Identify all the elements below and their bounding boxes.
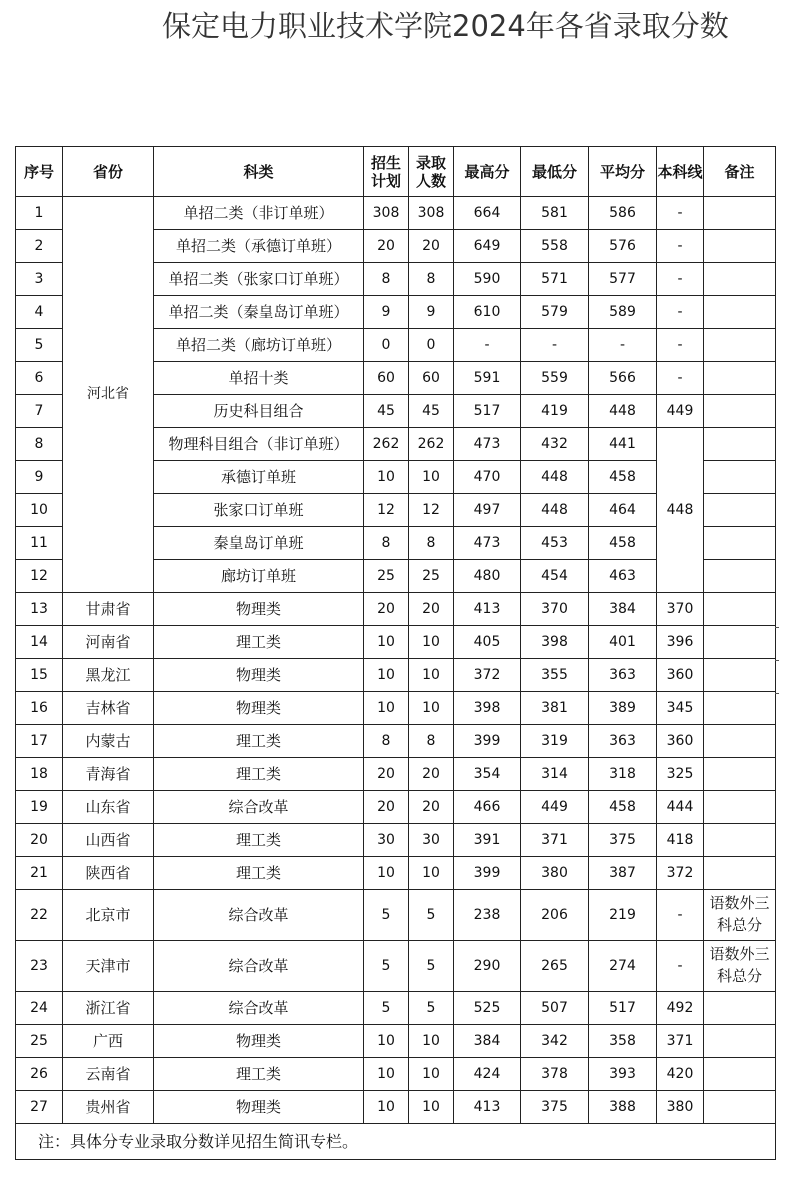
cell-province: 陕西省 — [63, 857, 154, 890]
cell-category: 单招二类（非订单班） — [154, 197, 364, 230]
cell-seq: 22 — [16, 890, 63, 941]
cell-remark — [704, 758, 776, 791]
cell-plan: 20 — [364, 593, 409, 626]
table-header-row — [16, 147, 776, 197]
cell-seq: 4 — [16, 296, 63, 329]
cell-remark — [704, 329, 776, 362]
cell-max-score: 399 — [454, 857, 521, 890]
cell-plan: 10 — [364, 692, 409, 725]
cell-remark — [704, 824, 776, 857]
cell-admitted: 10 — [409, 857, 454, 890]
header-avg-score: 平均分 — [589, 147, 657, 197]
cell-remark — [704, 527, 776, 560]
cell-seq: 8 — [16, 428, 63, 461]
cell-undergrad-line: 492 — [657, 992, 704, 1025]
cell-admitted: 10 — [409, 1091, 454, 1124]
cell-remark — [704, 791, 776, 824]
header-plan: 招生计划 — [364, 147, 409, 197]
cell-remark — [704, 659, 776, 692]
cell-remark — [704, 395, 776, 428]
cell-seq: 24 — [16, 992, 63, 1025]
cell-plan: 5 — [364, 992, 409, 1025]
cell-avg-score: 458 — [589, 527, 657, 560]
cell-max-score: 497 — [454, 494, 521, 527]
cell-undergrad-line: 370 — [657, 593, 704, 626]
cell-plan: 10 — [364, 857, 409, 890]
cell-undergrad-line: 448 — [657, 428, 704, 593]
cell-remark — [704, 857, 776, 890]
cell-min-score: 507 — [521, 992, 589, 1025]
table-note: 注：具体分专业录取分数详见招生简讯专栏。 — [16, 1124, 776, 1160]
cell-admitted: 10 — [409, 1058, 454, 1091]
cell-max-score: 413 — [454, 593, 521, 626]
cell-admitted: 10 — [409, 461, 454, 494]
cell-undergrad-line: 372 — [657, 857, 704, 890]
cell-undergrad-line: - — [657, 230, 704, 263]
cell-remark — [704, 461, 776, 494]
cell-province: 河南省 — [63, 626, 154, 659]
cell-max-score: 238 — [454, 890, 521, 941]
cell-category: 秦皇岛订单班 — [154, 527, 364, 560]
table-row — [16, 692, 776, 725]
cell-undergrad-line: - — [657, 263, 704, 296]
table-row — [16, 1091, 776, 1124]
header-province: 省份 — [63, 147, 154, 197]
edge-tick — [775, 660, 779, 661]
cell-avg-score: 464 — [589, 494, 657, 527]
page-title: 保定电力职业技术学院2024年各省录取分数 — [162, 9, 729, 43]
cell-province: 吉林省 — [63, 692, 154, 725]
cell-avg-score: 448 — [589, 395, 657, 428]
cell-seq: 15 — [16, 659, 63, 692]
cell-admitted: 5 — [409, 941, 454, 992]
cell-undergrad-line: 418 — [657, 824, 704, 857]
cell-min-score: 381 — [521, 692, 589, 725]
cell-min-score: 375 — [521, 1091, 589, 1124]
cell-remark — [704, 626, 776, 659]
cell-admitted: 8 — [409, 725, 454, 758]
cell-min-score: 380 — [521, 857, 589, 890]
cell-max-score: 473 — [454, 527, 521, 560]
table-note-row — [16, 1124, 776, 1160]
cell-admitted: 10 — [409, 659, 454, 692]
cell-admitted: 0 — [409, 329, 454, 362]
cell-plan: 8 — [364, 527, 409, 560]
cell-undergrad-line: 371 — [657, 1025, 704, 1058]
cell-remark: 语数外三科总分 — [704, 890, 776, 941]
cell-category: 理工类 — [154, 626, 364, 659]
cell-province: 北京市 — [63, 890, 154, 941]
cell-min-score: 453 — [521, 527, 589, 560]
cell-undergrad-line: 345 — [657, 692, 704, 725]
cell-seq: 5 — [16, 329, 63, 362]
cell-category: 单招二类（秦皇岛订单班） — [154, 296, 364, 329]
cell-seq: 9 — [16, 461, 63, 494]
cell-undergrad-line: - — [657, 941, 704, 992]
cell-undergrad-line: 360 — [657, 725, 704, 758]
cell-admitted: 20 — [409, 593, 454, 626]
cell-min-score: 432 — [521, 428, 589, 461]
cell-seq: 11 — [16, 527, 63, 560]
cell-undergrad-line: - — [657, 329, 704, 362]
cell-category: 物理科目组合（非订单班） — [154, 428, 364, 461]
cell-max-score: 372 — [454, 659, 521, 692]
cell-remark — [704, 428, 776, 461]
cell-undergrad-line: - — [657, 890, 704, 941]
cell-seq: 23 — [16, 941, 63, 992]
cell-avg-score: 358 — [589, 1025, 657, 1058]
cell-plan: 10 — [364, 1091, 409, 1124]
cell-min-score: 571 — [521, 263, 589, 296]
cell-category: 综合改革 — [154, 890, 364, 941]
cell-seq: 19 — [16, 791, 63, 824]
cell-category: 综合改革 — [154, 992, 364, 1025]
cell-province: 河北省 — [63, 197, 154, 593]
cell-category: 物理类 — [154, 1025, 364, 1058]
cell-max-score: 384 — [454, 1025, 521, 1058]
table-row — [16, 791, 776, 824]
cell-province: 天津市 — [63, 941, 154, 992]
cell-plan: 30 — [364, 824, 409, 857]
cell-avg-score: 517 — [589, 992, 657, 1025]
cell-admitted: 262 — [409, 428, 454, 461]
cell-min-score: 378 — [521, 1058, 589, 1091]
cell-avg-score: 589 — [589, 296, 657, 329]
cell-min-score: 355 — [521, 659, 589, 692]
table-row — [16, 659, 776, 692]
cell-seq: 3 — [16, 263, 63, 296]
cell-avg-score: - — [589, 329, 657, 362]
cell-max-score: 466 — [454, 791, 521, 824]
cell-admitted: 10 — [409, 626, 454, 659]
cell-max-score: 473 — [454, 428, 521, 461]
cell-category: 理工类 — [154, 857, 364, 890]
cell-avg-score: 363 — [589, 725, 657, 758]
cell-admitted: 20 — [409, 758, 454, 791]
cell-seq: 25 — [16, 1025, 63, 1058]
cell-remark — [704, 494, 776, 527]
cell-province: 青海省 — [63, 758, 154, 791]
cell-admitted: 9 — [409, 296, 454, 329]
edge-tick — [775, 627, 779, 628]
table-row — [16, 725, 776, 758]
cell-avg-score: 375 — [589, 824, 657, 857]
cell-avg-score: 219 — [589, 890, 657, 941]
table-row — [16, 1058, 776, 1091]
cell-plan: 10 — [364, 1058, 409, 1091]
cell-admitted: 308 — [409, 197, 454, 230]
cell-province: 山东省 — [63, 791, 154, 824]
cell-undergrad-line: 420 — [657, 1058, 704, 1091]
cell-province: 内蒙古 — [63, 725, 154, 758]
cell-max-score: 470 — [454, 461, 521, 494]
cell-max-score: 354 — [454, 758, 521, 791]
cell-max-score: 517 — [454, 395, 521, 428]
cell-plan: 8 — [364, 725, 409, 758]
header-seq: 序号 — [16, 147, 63, 197]
cell-max-score: 590 — [454, 263, 521, 296]
edge-tick — [775, 693, 779, 694]
cell-province: 贵州省 — [63, 1091, 154, 1124]
cell-max-score: 649 — [454, 230, 521, 263]
cell-avg-score: 458 — [589, 461, 657, 494]
cell-undergrad-line: - — [657, 197, 704, 230]
cell-max-score: 399 — [454, 725, 521, 758]
cell-avg-score: 401 — [589, 626, 657, 659]
cell-plan: 262 — [364, 428, 409, 461]
cell-undergrad-line: 444 — [657, 791, 704, 824]
cell-seq: 12 — [16, 560, 63, 593]
table-row — [16, 197, 776, 230]
cell-avg-score: 393 — [589, 1058, 657, 1091]
cell-plan: 5 — [364, 890, 409, 941]
cell-min-score: 398 — [521, 626, 589, 659]
cell-avg-score: 576 — [589, 230, 657, 263]
cell-avg-score: 387 — [589, 857, 657, 890]
cell-max-score: 290 — [454, 941, 521, 992]
cell-category: 理工类 — [154, 824, 364, 857]
header-admitted: 录取人数 — [409, 147, 454, 197]
cell-admitted: 20 — [409, 791, 454, 824]
cell-avg-score: 274 — [589, 941, 657, 992]
cell-min-score: 448 — [521, 461, 589, 494]
cell-remark — [704, 593, 776, 626]
cell-seq: 17 — [16, 725, 63, 758]
header-min-score: 最低分 — [521, 147, 589, 197]
cell-admitted: 25 — [409, 560, 454, 593]
header-undergrad-line: 本科线 — [657, 147, 704, 197]
cell-min-score: 559 — [521, 362, 589, 395]
cell-min-score: 448 — [521, 494, 589, 527]
cell-avg-score: 586 — [589, 197, 657, 230]
cell-avg-score: 388 — [589, 1091, 657, 1124]
cell-remark — [704, 560, 776, 593]
cell-admitted: 5 — [409, 890, 454, 941]
cell-admitted: 8 — [409, 263, 454, 296]
cell-seq: 7 — [16, 395, 63, 428]
cell-seq: 14 — [16, 626, 63, 659]
table-row — [16, 857, 776, 890]
cell-category: 单招二类（廊坊订单班） — [154, 329, 364, 362]
cell-category: 物理类 — [154, 593, 364, 626]
cell-category: 理工类 — [154, 725, 364, 758]
cell-province: 甘肃省 — [63, 593, 154, 626]
cell-plan: 10 — [364, 626, 409, 659]
cell-admitted: 12 — [409, 494, 454, 527]
cell-admitted: 10 — [409, 692, 454, 725]
cell-remark — [704, 1058, 776, 1091]
table-row — [16, 941, 776, 992]
cell-avg-score: 363 — [589, 659, 657, 692]
cell-plan: 20 — [364, 230, 409, 263]
table-row — [16, 824, 776, 857]
header-max-score: 最高分 — [454, 147, 521, 197]
cell-avg-score: 318 — [589, 758, 657, 791]
cell-max-score: 591 — [454, 362, 521, 395]
cell-min-score: 454 — [521, 560, 589, 593]
table-row — [16, 890, 776, 941]
cell-category: 理工类 — [154, 758, 364, 791]
cell-plan: 10 — [364, 461, 409, 494]
cell-admitted: 45 — [409, 395, 454, 428]
cell-min-score: 319 — [521, 725, 589, 758]
cell-max-score: 391 — [454, 824, 521, 857]
cell-remark — [704, 362, 776, 395]
cell-admitted: 5 — [409, 992, 454, 1025]
cell-undergrad-line: - — [657, 362, 704, 395]
cell-admitted: 20 — [409, 230, 454, 263]
cell-undergrad-line: 360 — [657, 659, 704, 692]
cell-category: 张家口订单班 — [154, 494, 364, 527]
cell-max-score: 525 — [454, 992, 521, 1025]
cell-seq: 26 — [16, 1058, 63, 1091]
cell-seq: 2 — [16, 230, 63, 263]
cell-seq: 27 — [16, 1091, 63, 1124]
header-remark: 备注 — [704, 147, 776, 197]
cell-avg-score: 384 — [589, 593, 657, 626]
table-row — [16, 626, 776, 659]
cell-max-score: 664 — [454, 197, 521, 230]
cell-min-score: 314 — [521, 758, 589, 791]
cell-undergrad-line: 325 — [657, 758, 704, 791]
cell-province: 浙江省 — [63, 992, 154, 1025]
cell-category: 单招十类 — [154, 362, 364, 395]
cell-min-score: 581 — [521, 197, 589, 230]
cell-remark — [704, 296, 776, 329]
cell-remark — [704, 1091, 776, 1124]
cell-category: 单招二类（承德订单班） — [154, 230, 364, 263]
cell-category: 单招二类（张家口订单班） — [154, 263, 364, 296]
cell-category: 综合改革 — [154, 791, 364, 824]
cell-max-score: 610 — [454, 296, 521, 329]
cell-plan: 45 — [364, 395, 409, 428]
cell-remark — [704, 230, 776, 263]
cell-category: 物理类 — [154, 692, 364, 725]
cell-plan: 20 — [364, 791, 409, 824]
cell-admitted: 60 — [409, 362, 454, 395]
cell-min-score: 370 — [521, 593, 589, 626]
cell-province: 山西省 — [63, 824, 154, 857]
cell-undergrad-line: 380 — [657, 1091, 704, 1124]
cell-seq: 21 — [16, 857, 63, 890]
cell-min-score: 558 — [521, 230, 589, 263]
cell-max-score: 424 — [454, 1058, 521, 1091]
cell-plan: 20 — [364, 758, 409, 791]
cell-undergrad-line: - — [657, 296, 704, 329]
cell-province: 广西 — [63, 1025, 154, 1058]
cell-category: 历史科目组合 — [154, 395, 364, 428]
cell-avg-score: 577 — [589, 263, 657, 296]
cell-plan: 8 — [364, 263, 409, 296]
table-row — [16, 758, 776, 791]
cell-remark: 语数外三科总分 — [704, 941, 776, 992]
cell-plan: 25 — [364, 560, 409, 593]
cell-min-score: 449 — [521, 791, 589, 824]
cell-remark — [704, 992, 776, 1025]
cell-seq: 6 — [16, 362, 63, 395]
cell-undergrad-line: 396 — [657, 626, 704, 659]
cell-plan: 308 — [364, 197, 409, 230]
cell-category: 物理类 — [154, 1091, 364, 1124]
cell-plan: 0 — [364, 329, 409, 362]
cell-min-score: 579 — [521, 296, 589, 329]
cell-min-score: - — [521, 329, 589, 362]
cell-min-score: 371 — [521, 824, 589, 857]
cell-category: 廊坊订单班 — [154, 560, 364, 593]
cell-remark — [704, 263, 776, 296]
cell-undergrad-line: 449 — [657, 395, 704, 428]
cell-plan: 12 — [364, 494, 409, 527]
cell-max-score: - — [454, 329, 521, 362]
cell-province: 黑龙江 — [63, 659, 154, 692]
cell-admitted: 10 — [409, 1025, 454, 1058]
table-row — [16, 992, 776, 1025]
cell-max-score: 398 — [454, 692, 521, 725]
cell-admitted: 30 — [409, 824, 454, 857]
cell-avg-score: 566 — [589, 362, 657, 395]
cell-plan: 10 — [364, 1025, 409, 1058]
cell-category: 物理类 — [154, 659, 364, 692]
cell-avg-score: 389 — [589, 692, 657, 725]
cell-plan: 10 — [364, 659, 409, 692]
cell-min-score: 342 — [521, 1025, 589, 1058]
cell-remark — [704, 692, 776, 725]
cell-max-score: 405 — [454, 626, 521, 659]
cell-avg-score: 463 — [589, 560, 657, 593]
cell-category: 综合改革 — [154, 941, 364, 992]
cell-min-score: 206 — [521, 890, 589, 941]
cell-seq: 1 — [16, 197, 63, 230]
cell-min-score: 265 — [521, 941, 589, 992]
admission-score-table — [15, 146, 776, 1160]
cell-seq: 18 — [16, 758, 63, 791]
cell-remark — [704, 197, 776, 230]
cell-plan: 9 — [364, 296, 409, 329]
cell-category: 承德订单班 — [154, 461, 364, 494]
table-row — [16, 593, 776, 626]
header-category: 科类 — [154, 147, 364, 197]
cell-seq: 13 — [16, 593, 63, 626]
cell-province: 云南省 — [63, 1058, 154, 1091]
cell-min-score: 419 — [521, 395, 589, 428]
cell-plan: 60 — [364, 362, 409, 395]
cell-seq: 10 — [16, 494, 63, 527]
cell-admitted: 8 — [409, 527, 454, 560]
cell-category: 理工类 — [154, 1058, 364, 1091]
cell-seq: 20 — [16, 824, 63, 857]
cell-max-score: 480 — [454, 560, 521, 593]
cell-remark — [704, 725, 776, 758]
cell-max-score: 413 — [454, 1091, 521, 1124]
cell-avg-score: 441 — [589, 428, 657, 461]
cell-seq: 16 — [16, 692, 63, 725]
cell-plan: 5 — [364, 941, 409, 992]
table-row — [16, 1025, 776, 1058]
cell-remark — [704, 1025, 776, 1058]
cell-avg-score: 458 — [589, 791, 657, 824]
